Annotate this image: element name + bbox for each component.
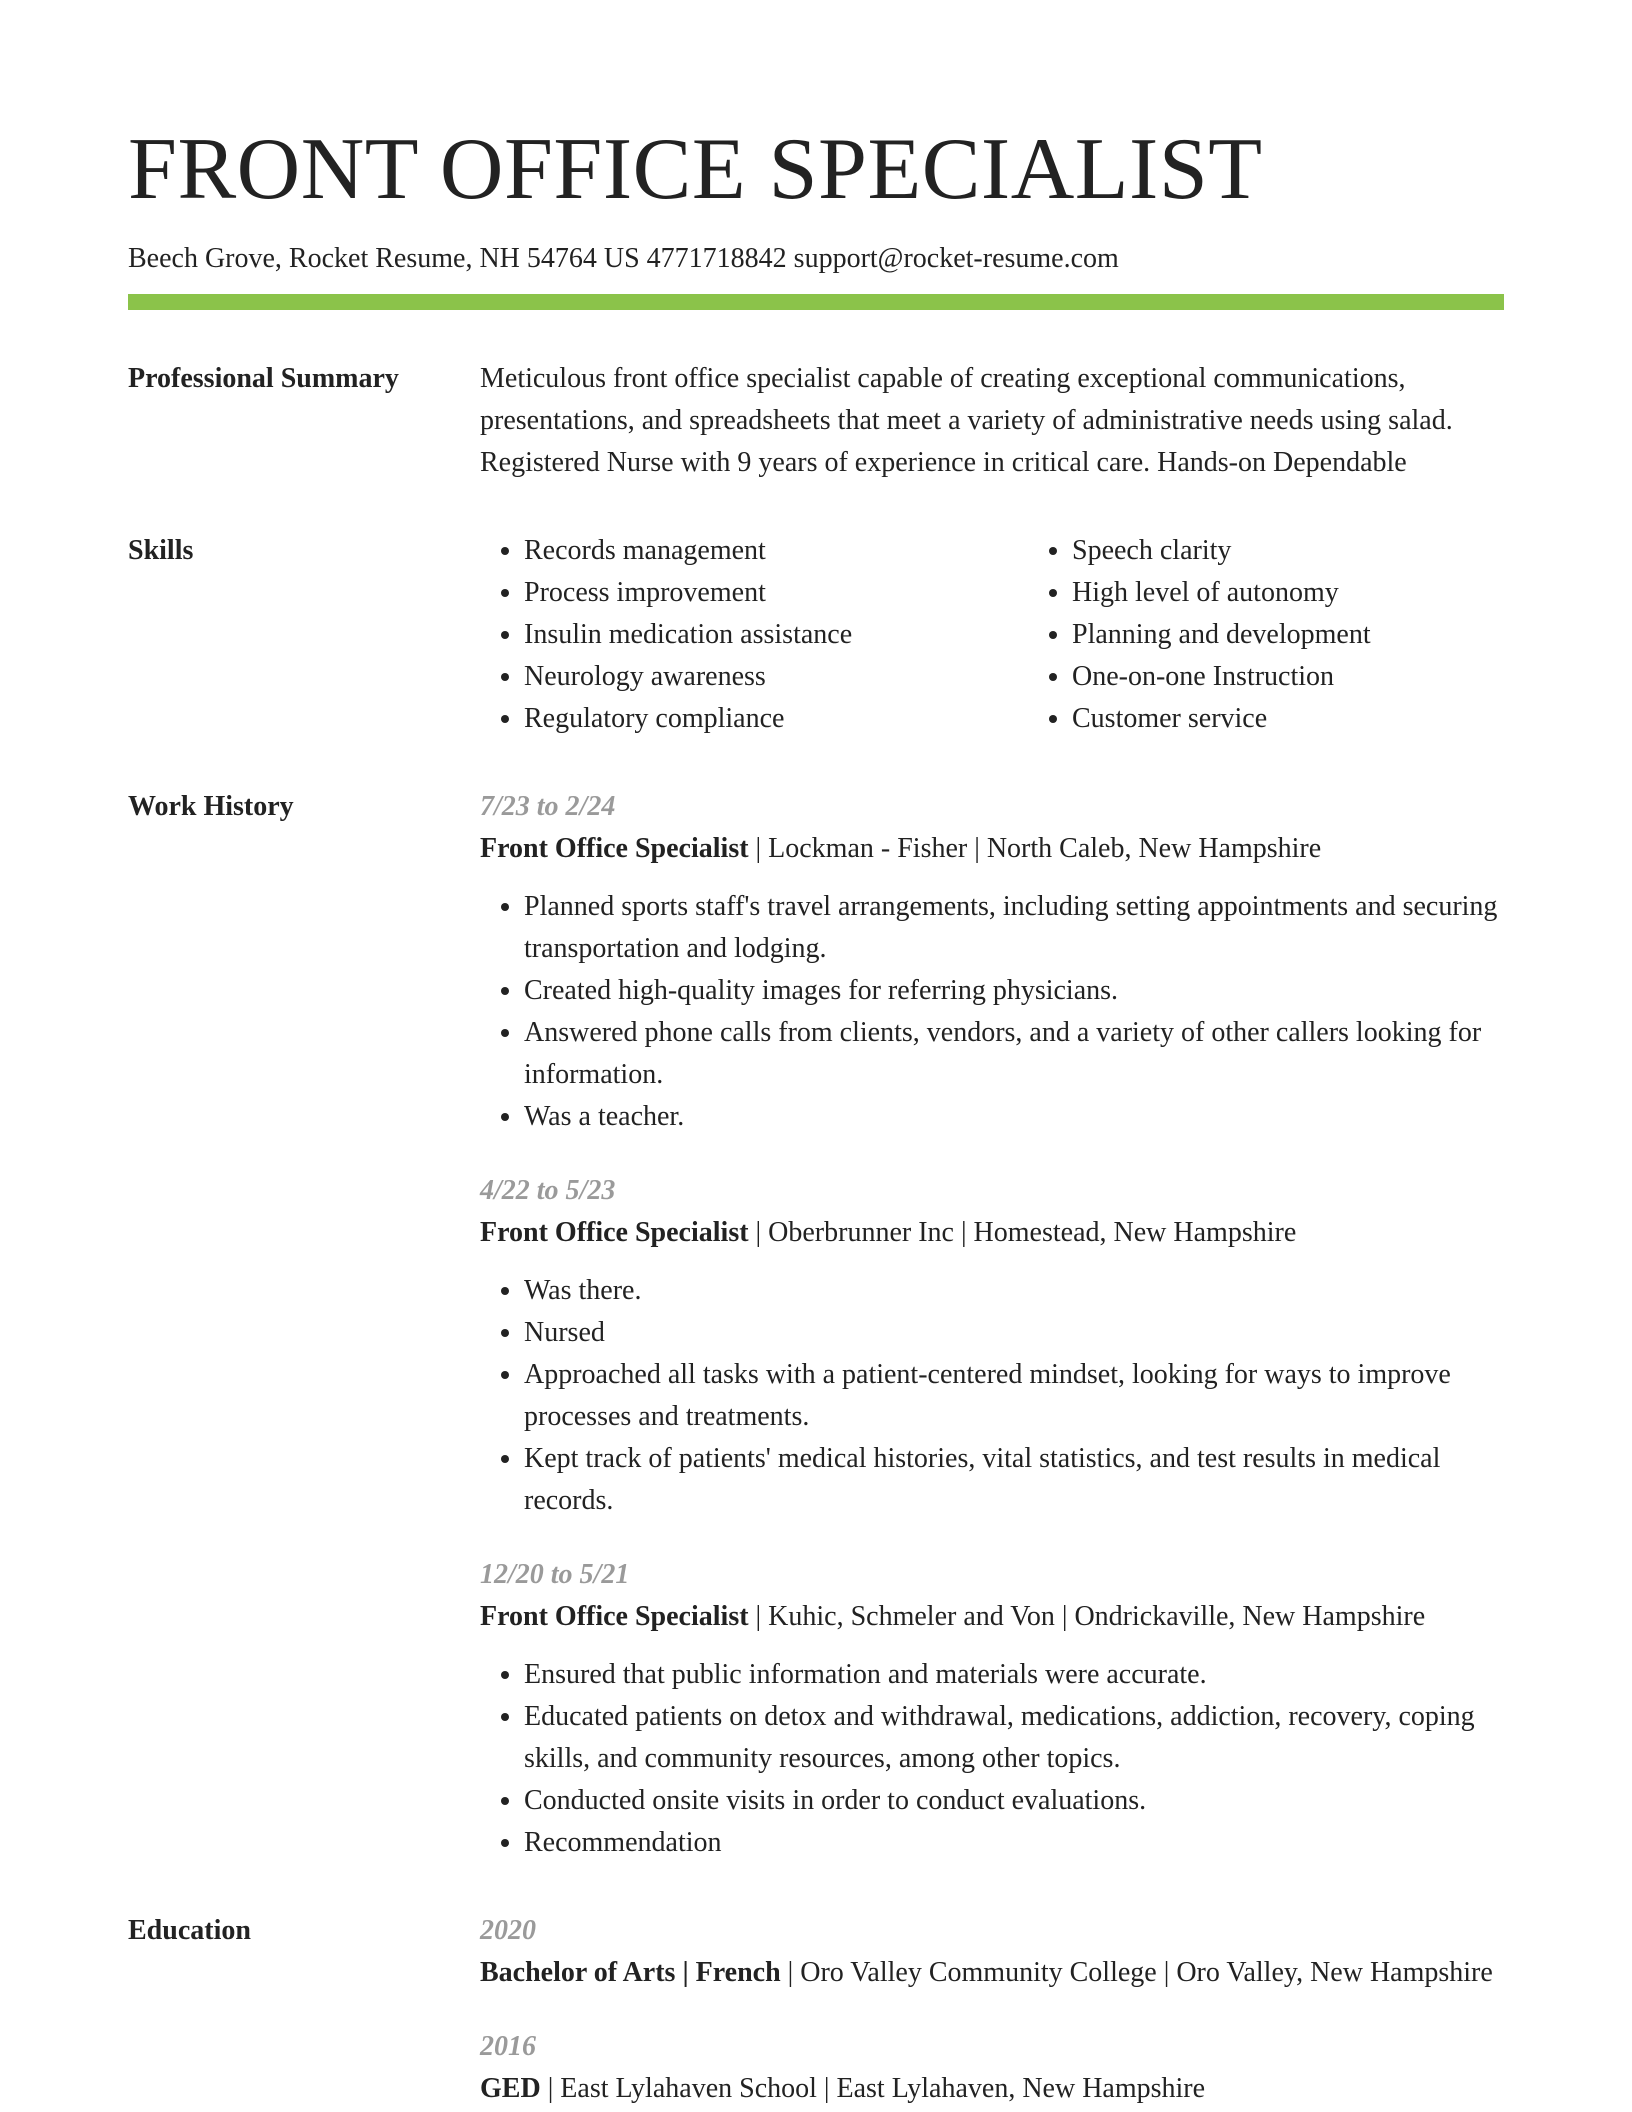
job-bullets (480, 1654, 1504, 1864)
job-bullet: • Kept track of patients' medical histories, vital statistics, and test results in medical records. (524, 1438, 1504, 1522)
job-dates: 7/23 to 2/24 (480, 791, 616, 822)
skill-item: • Customer service (1072, 698, 1576, 740)
job-employer-location: | Oberbrunner Inc | Homestead, New Hampshire (748, 1217, 1297, 1248)
job-bullet: • Created high-quality images for referring physicians. (524, 970, 1504, 1012)
education-entry (480, 2026, 1504, 2110)
skills-list-left (480, 530, 1028, 740)
job-role-line (480, 1212, 1504, 1254)
skill-item: • Neurology awareness (524, 656, 1028, 698)
education-year: 2016 (480, 2031, 536, 2062)
job-entry (480, 786, 1504, 1138)
job-dates: 4/22 to 5/23 (480, 1175, 616, 1206)
skill-item: • High level of autonomy (1072, 572, 1576, 614)
education-school-location: | East Lylahaven School | East Lylahaven, New Hampshire (540, 2073, 1206, 2104)
job-bullets (480, 886, 1504, 1138)
job-bullet: • Nursed (524, 1312, 1504, 1354)
job-bullet: • Approached all tasks with a patient-centered mindset, looking for ways to improve processes and treatments. (524, 1354, 1504, 1438)
skills-columns (480, 530, 1576, 740)
job-dates: 12/20 to 5/21 (480, 1559, 630, 1590)
education-line (480, 1952, 1504, 1994)
job-bullet: • Answered phone calls from clients, vendors, and a variety of other callers looking for information. (524, 1012, 1504, 1096)
job-title: Front Office Specialist (480, 1217, 749, 1248)
skills-title: Skills (128, 535, 194, 566)
education-degree: Bachelor of Arts | French (480, 1957, 781, 1988)
education-section (128, 1910, 1504, 2110)
education-line (480, 2068, 1504, 2110)
contact-line: Beech Grove, Rocket Resume, NH 54764 US 4771718842 support@rocket-resume.com (128, 243, 1119, 274)
summary-title: Professional Summary (128, 363, 399, 394)
job-bullet: • Was a teacher. (524, 1096, 1504, 1138)
summary-section (128, 358, 1504, 484)
skill-item: • Records management (524, 530, 1028, 572)
job-entry (480, 1554, 1504, 1864)
skill-item: • Regulatory compliance (524, 698, 1028, 740)
job-bullet: • Conducted onsite visits in order to conduct evaluations. (524, 1780, 1504, 1822)
job-bullet: • Recommendation (524, 1822, 1504, 1864)
job-employer-location: | Kuhic, Schmeler and Von | Ondrickaville, New Hampshire (748, 1601, 1426, 1632)
job-role-line (480, 828, 1504, 870)
job-bullet: • Planned sports staff's travel arrangements, including setting appointments and securing transportation and lodging. (524, 886, 1504, 970)
work-history-section (128, 786, 1504, 1864)
education-title: Education (128, 1915, 251, 1946)
skill-item: • Process improvement (524, 572, 1028, 614)
education-entry (480, 1910, 1504, 1994)
education-body (480, 1910, 1504, 2110)
job-employer-location: | Lockman - Fisher | North Caleb, New Hampshire (748, 833, 1322, 864)
job-entry (480, 1170, 1504, 1522)
skill-item: • Planning and development (1072, 614, 1576, 656)
work-history-title: Work History (128, 791, 294, 822)
job-bullet: • Ensured that public information and materials were accurate. (524, 1654, 1504, 1696)
header-divider (128, 294, 1504, 310)
skills-section (128, 530, 1504, 740)
skills-list-right (1028, 530, 1576, 740)
skill-item: • Speech clarity (1072, 530, 1576, 572)
resume-name: FRONT OFFICE SPECIALIST (128, 121, 1263, 218)
education-year: 2020 (480, 1915, 536, 1946)
skill-item: • One-on-one Instruction (1072, 656, 1576, 698)
education-degree: GED (480, 2073, 541, 2104)
job-bullet: • Was there. (524, 1270, 1504, 1312)
skill-item: • Insulin medication assistance (524, 614, 1028, 656)
job-bullet: • Educated patients on detox and withdrawal, medications, addiction, recovery, coping skills, and community resources, among other topics. (524, 1696, 1504, 1780)
job-bullets (480, 1270, 1504, 1522)
summary-text: Meticulous front office specialist capable of creating exceptional communications, presentations, and spreadsheets that meet a variety of administrative needs using salad. Registered Nurse with 9 years of experience in critical care. Hands-on Dependable (480, 363, 1453, 478)
job-title: Front Office Specialist (480, 1601, 749, 1632)
education-school-location: | Oro Valley Community College | Oro Valley, New Hampshire (780, 1957, 1493, 1988)
work-history-body (480, 786, 1504, 1864)
job-role-line (480, 1596, 1504, 1638)
job-title: Front Office Specialist (480, 833, 749, 864)
